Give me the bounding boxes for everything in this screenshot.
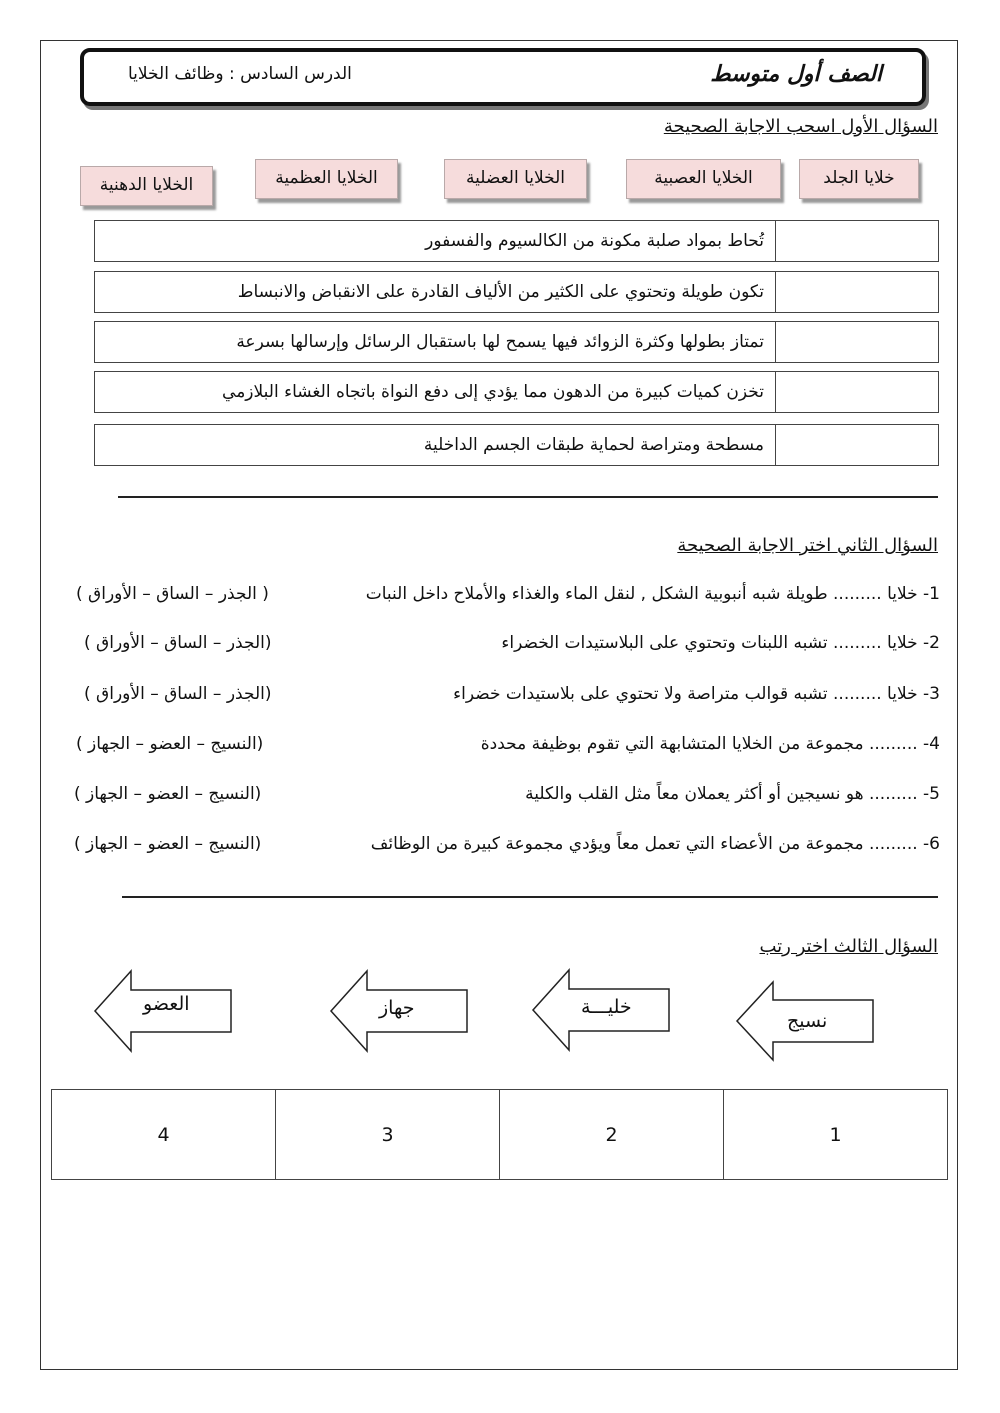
q2-title: السؤال الثاني اختر الاجابة الصحيحة: [677, 535, 938, 556]
header-box: [80, 48, 926, 106]
answer-drop-slot[interactable]: [775, 272, 938, 312]
mcq-options[interactable]: (الجذر – الساق – الأوراق ): [84, 633, 272, 653]
answer-drop-slot[interactable]: [775, 221, 938, 261]
section-divider: [118, 496, 938, 498]
order-slot-4[interactable]: 4: [52, 1090, 276, 1179]
mcq-item: [70, 584, 940, 614]
mcq-stem: 6- ......... مجموعة من الأعضاء التي تعمل معاً ويؤدي مجموعة كبيرة من الوظائف: [370, 834, 940, 854]
mcq-stem: 2- خلايا ......... تشبه اللبنات وتحتوي على البلاستيدات الخضراء: [501, 633, 940, 653]
chip-muscle-cells[interactable]: الخلايا العضلية: [444, 159, 587, 199]
mcq-options[interactable]: ( الجذر – الساق – الأوراق ): [76, 584, 269, 604]
mcq-item: [70, 834, 940, 864]
q1-row: [94, 424, 939, 466]
arrow-card-cell[interactable]: [531, 968, 671, 1052]
q1-row: [94, 271, 939, 313]
arrow-card-tissue[interactable]: [735, 980, 875, 1062]
q1-row: [94, 321, 939, 363]
mcq-stem: 4- ......... مجموعة من الخلايا المتشابهة التي تقوم بوظيفة محددة: [480, 734, 940, 754]
q1-row: [94, 371, 939, 413]
grade-title: الصف أول متوسط: [710, 62, 882, 87]
mcq-item: [70, 633, 940, 663]
section-divider: [122, 896, 938, 898]
q3-title: السؤال الثالث اختر رتب: [759, 936, 938, 957]
chip-nerve-cells[interactable]: الخلايا العصبية: [626, 159, 781, 199]
arrow-card-system[interactable]: [329, 969, 469, 1053]
mcq-stem: 5- ......... هو نسيجين أو أكثر يعملان معاً مثل القلب والكلية: [525, 784, 940, 804]
chip-skin-cells[interactable]: خلايا الجلد: [799, 159, 919, 199]
lesson-title: الدرس السادس : وظائف الخلايا: [128, 64, 352, 84]
q1-row-text: تُحاط بمواد صلبة مكونة من الكالسيوم والفسفور: [425, 231, 764, 251]
mcq-stem: 3- خلايا ......... تشبه قوالب متراصة ولا تحتوي على بلاستيدات خضراء: [453, 684, 940, 704]
arrow-label: خليـــة: [581, 996, 632, 1018]
q1-row-text: تمتاز بطولها وكثرة الزوائد فيها يسمح لها باستقبال الرسائل وإرسالها بسرعة: [236, 332, 764, 352]
mcq-item: [70, 684, 940, 714]
order-slot-3[interactable]: 3: [276, 1090, 500, 1179]
mcq-options[interactable]: (النسيج – العضو – الجهاز ): [76, 734, 264, 754]
q1-title: السؤال الأول اسحب الاجابة الصحيحة: [663, 116, 938, 137]
arrow-card-organ[interactable]: [93, 969, 233, 1053]
order-table: [51, 1089, 948, 1180]
mcq-stem: 1- خلايا ......... طويلة شبه أنبوبية الشكل , لنقل الماء والغذاء والأملاح داخل النبات: [365, 584, 940, 604]
q1-row-text: تخزن كميات كبيرة من الدهون مما يؤدي إلى دفع النواة باتجاه الغشاء البلازمي: [222, 382, 764, 402]
order-slot-2[interactable]: 2: [500, 1090, 724, 1179]
mcq-item: [70, 784, 940, 814]
order-slot-1[interactable]: 1: [829, 1123, 842, 1146]
answer-drop-slot[interactable]: [775, 372, 938, 412]
answer-drop-slot[interactable]: [775, 425, 938, 465]
arrow-label: العضو: [143, 993, 190, 1015]
mcq-options[interactable]: (النسيج – العضو – الجهاز ): [74, 834, 262, 854]
q1-row: [94, 220, 939, 262]
mcq-options[interactable]: (الجذر – الساق – الأوراق ): [84, 684, 272, 704]
mcq-item: [70, 734, 940, 764]
answer-drop-slot[interactable]: [775, 322, 938, 362]
q1-row-text: مسطحة ومتراصة لحماية طبقات الجسم الداخلية: [423, 435, 764, 455]
chip-fat-cells[interactable]: الخلايا الدهنية: [80, 166, 213, 206]
q1-row-text: تكون طويلة وتحتوي على الكثير من الألياف القادرة على الانقباض والانبساط: [237, 282, 764, 302]
chip-bone-cells[interactable]: الخلايا العظمية: [255, 159, 398, 199]
arrow-label: جهاز: [379, 997, 415, 1019]
arrow-label: نسيج: [787, 1010, 828, 1032]
mcq-options[interactable]: (النسيج – العضو – الجهاز ): [74, 784, 262, 804]
